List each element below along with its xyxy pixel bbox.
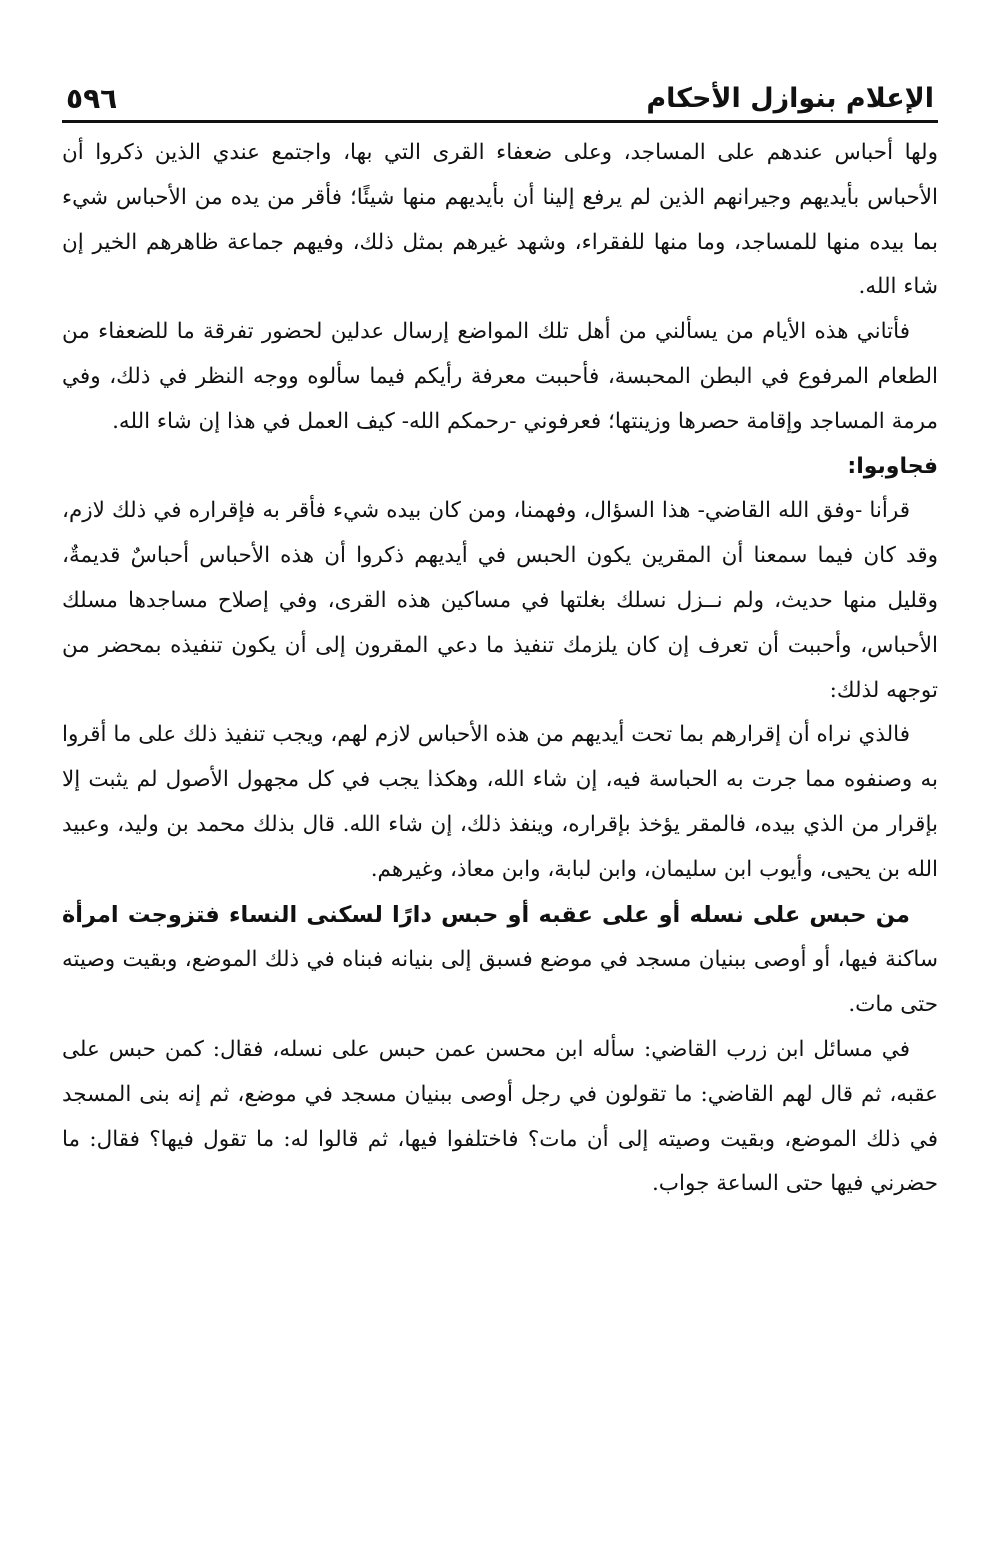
paragraph-5: في مسائل ابن زرب القاضي: سأله ابن محسن عمن حبس على نسله، فقال: كمن حبس على عقبه، ثم قال لهم القاضي: ما تقولون في رجل أوصى ببنيان مسجد في موضع، ثم إنه بنى المسجد في ذلك الموضع، وبقيت وصيته إلى أن مات؟ فاختلفوا فيها، ثم قالوا له: ما تقول فيها؟ فقال: ما حضرني فيها حتى الساعة جواب.: [62, 1036, 938, 1197]
paragraph-1: ولها أحباس عندهم على المساجد، وعلى ضعفاء القرى التي بها، واجتمع عندي الذين ذكروا أن الأحباس بأيديهم وجيرانهم الذين لم يرفع إلينا أن بأيديهم منها شيئًا؛ فأقر من يده من الأحباس شيء بما بيده منها للمساجد، وما منها للفقراء، وشهد غيرهم بمثل ذلك، وفيهم جماعة ظاهرهم الخير إن شاء الله.: [62, 140, 938, 300]
running-title: الإعلام بنوازل الأحكام: [646, 83, 934, 114]
paragraph-3: قرأنا -وفق الله القاضي- هذا السؤال، وفهمنا، ومن كان بيده شيء فأقر به فإقراره في ذلك لازم، وقد كان فيما سمعنا أن المقرين يكون الحبس في أيديهم ذكروا أن هذه الأحباس أحباسٌ قديمةٌ، وقليل منها حديث، ولم نــزل نسلك بغلتها في مساكين هذه القرى، وفي إصلاح مساجدها مسلك الأحباس، وأحببت أن تعرف إن كان يلزمك تنفيذ ما دعي المقرون إلى أن يكون تنفيذه بمحضر من توجهه لذلك:: [62, 498, 938, 703]
page-body: [62, 123, 938, 1207]
section-heading-bold: من حبس على نسله أو على عقبه أو حبس دارًا لسكنى النساء فتزوجت امرأة: [62, 901, 910, 928]
paragraph-4: فالذي نراه أن إقرارهم بما تحت أيديهم من هذه الأحباس لازم لهم، ويجب تنفيذ ذلك على ما أقروا به وصنفوه مما جرت به الحباسة فيه، إن شاء الله، وهكذا يجب في كل مجهول الأصول لم يثبت إلا بإقرار من الذي بيده، فالمقر يؤخذ بإقراره، وينفذ ذلك، إن شاء الله. قال بذلك محمد بن وليد، وعبيد الله بن يحيى، وأيوب ابن سليمان، وابن لبابة، وابن معاذ، وغيرهم.: [62, 722, 938, 882]
page-number: ٥٩٦: [66, 82, 118, 115]
page-header: [62, 70, 938, 123]
section-heading: [62, 893, 938, 1028]
answer-label: فجاوبوا:: [847, 453, 938, 479]
book-page: [62, 70, 938, 1207]
paragraph-2: فأتاني هذه الأيام من يسألني من أهل تلك المواضع إرسال عدلين لحضور تفرقة ما للضعفاء من الطعام المرفوع في البطن المحبسة، فأحببت معرفة رأيكم فيما سألوه ووجه النظر في ذلك، وفي مرمة المساجد وإقامة حصرها وزينتها؛ فعرفوني -رحمكم الله- كيف العمل في هذا إن شاء الله.: [62, 319, 938, 434]
section-heading-rest: ساكنة فيها، أو أوصى ببنيان مسجد في موضع فسبق إلى بنيانه فبناه في ذلك الموضع، وبقيت وصيته حتى مات.: [62, 947, 938, 1018]
